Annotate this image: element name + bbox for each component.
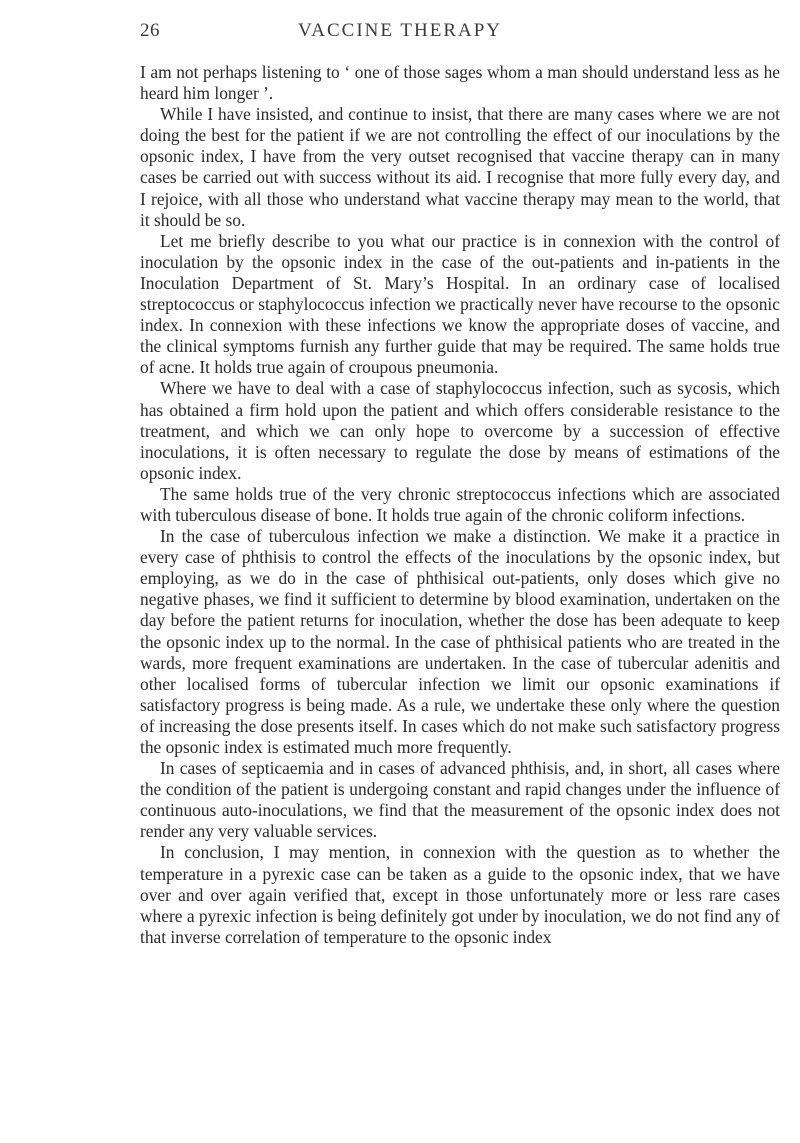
- paragraph: In the case of tuberculous infection we make a distinction. We make it a practice in every case of phthisis to control the effects of the inoculations by the opsonic index, but employing, as we do in the case of phthisical out-patients, only doses which give no negative phases, we find it sufficient to determine by blood examination, undertaken on the day before the patient returns for inoculation, whether the dose has been adequate to keep the opsonic index up to the normal. In the case of phthisical patients who are treated in the wards, more frequent examinations are undertaken. In the case of tubercular adenitis and other localised forms of tubercular infection we limit our opsonic examinations if satisfactory progress is being made. As a rule, we undertake these only where the question of increasing the dose presents itself. In cases which do not make such satisfactory progress the opsonic index is estimated much more frequently.: [140, 526, 780, 757]
- paragraph: Where we have to deal with a case of staphylococcus infection, such as sycosis, which has obtained a firm hold upon the patient and which offers considerable resistance to the treatment, and which we can only hope to overcome by a succession of effective inoculations, it is often necessary to regulate the dose by means of estimations of the opsonic index.: [140, 378, 780, 483]
- paragraph: In conclusion, I may mention, in connexion with the question as to whether the temperature in a pyrexic case can be taken as a guide to the opsonic index, that we have over and over again verified that, except in those unfortunately more or less rare cases where a pyrexic infection is being definitely got under by inoculation, we do not find any of that inverse correlation of temperature to the opsonic index: [140, 842, 780, 947]
- page-header: [140, 20, 780, 44]
- paragraph: The same holds true of the very chronic streptococcus infections which are associated with tuberculous disease of bone. It holds true again of the chronic coliform infections.: [140, 483, 780, 525]
- paragraph: Let me briefly describe to you what our practice is in connexion with the control of inoculation by the opsonic index in the case of the out-patients and in-patients in the Inoculation Department of St. Mary’s Hospital. In an ordinary case of localised streptococcus or staphylococcus infection we practically never have recourse to the opsonic index. In connexion with these infections we know the appropriate doses of vaccine, and the clinical symptoms furnish any further guide that may be required. The same holds true of acne. It holds true again of croupous pneumonia.: [140, 230, 780, 378]
- page-number: 26: [140, 20, 160, 41]
- paragraph: I am not perhaps listening to ‘ one of those sages whom a man should understand less as he heard him longer ’.: [140, 62, 780, 104]
- paragraph: In cases of septicaemia and in cases of advanced phthisis, and, in short, all cases where the condition of the patient is undergoing constant and rapid changes under the influence of continuous auto-inoculations, we find that the measurement of the opsonic index does not render any very valuable services.: [140, 758, 780, 842]
- paragraph: While I have insisted, and continue to insist, that there are many cases where we are not doing the best for the patient if we are not controlling the effect of our inoculations by the opsonic index, I have from the very outset recognised that vaccine therapy can in many cases be carried out with success without its aid. I recognise that more fully every day, and I rejoice, with all those who understand what vaccine therapy may mean to the world, that it should be so.: [140, 104, 780, 230]
- running-title: VACCINE THERAPY: [297, 20, 502, 41]
- body-text: [140, 62, 780, 948]
